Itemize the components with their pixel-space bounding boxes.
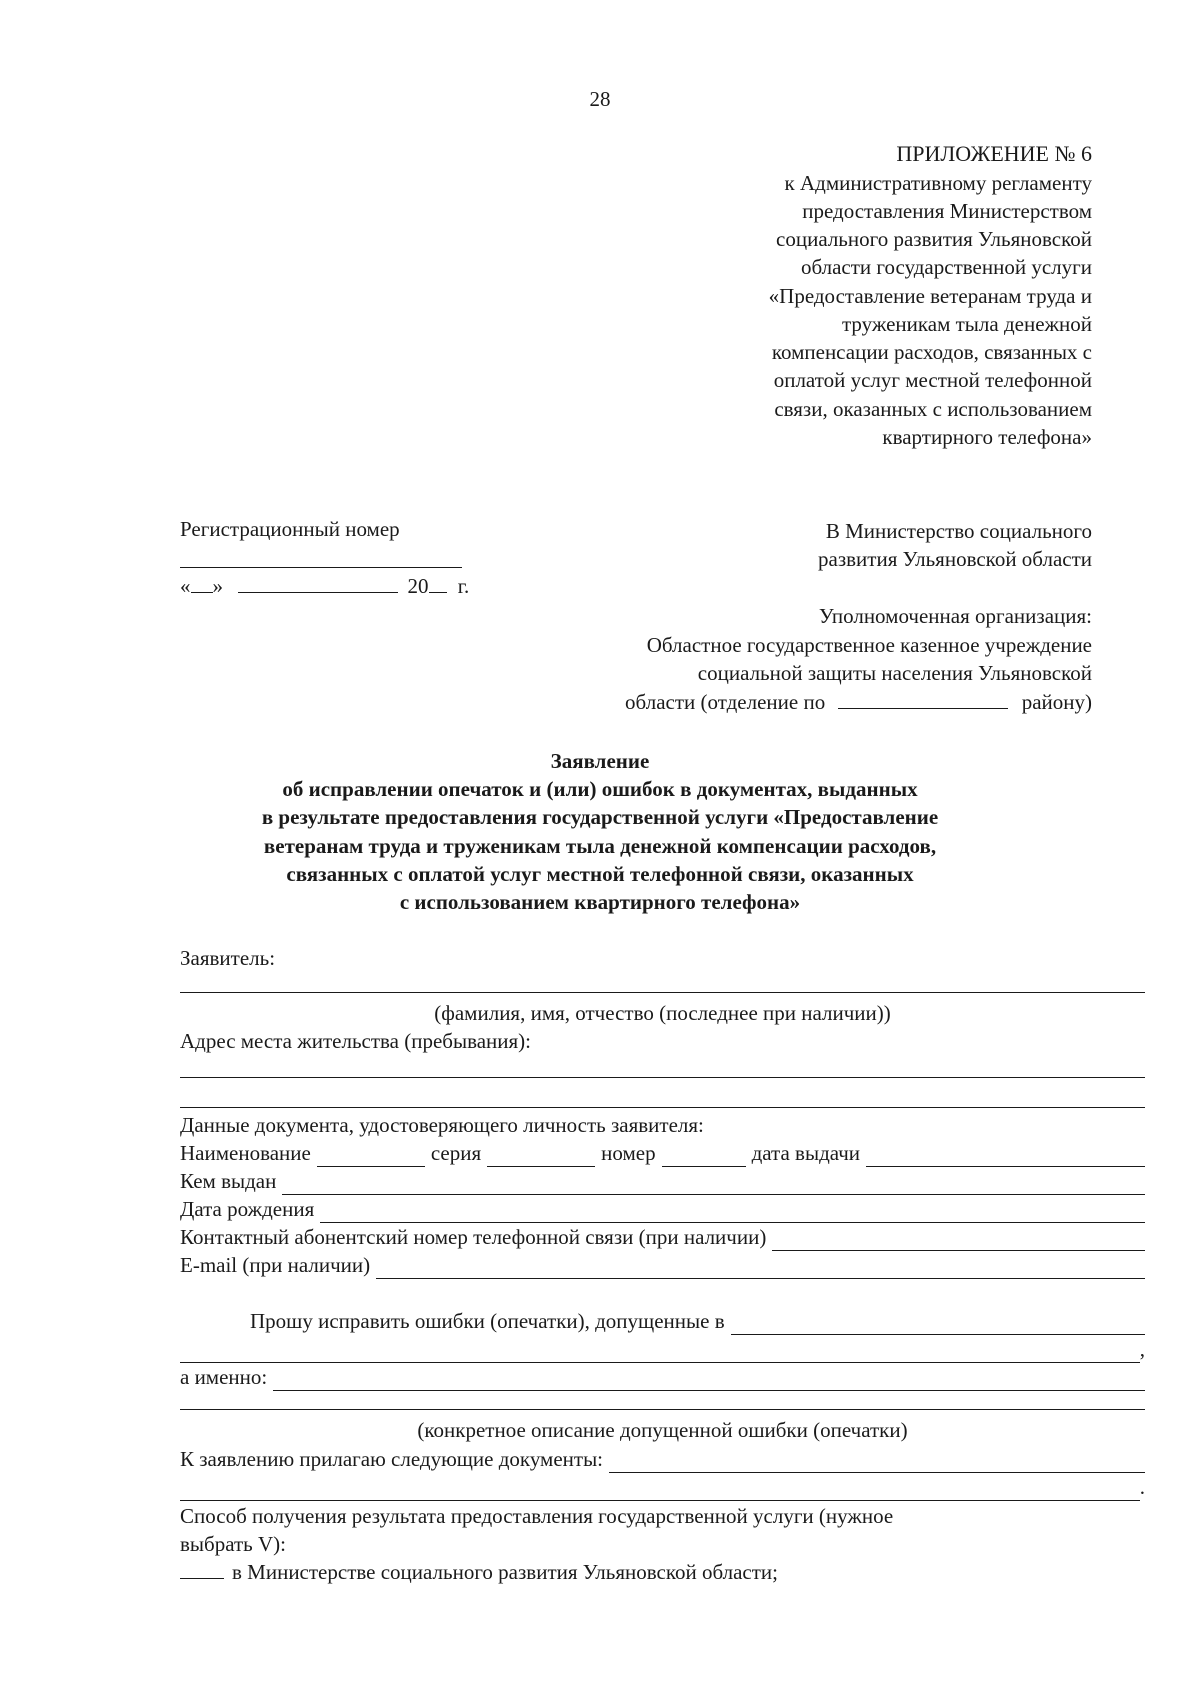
- number-field[interactable]: [662, 1148, 746, 1167]
- phone-field[interactable]: [772, 1230, 1145, 1251]
- phone-row: [180, 1224, 1145, 1251]
- ministry-line: развития Ульяновской области: [818, 547, 1092, 571]
- request-continuation-row: [180, 1336, 1145, 1363]
- error-caption: (конкретное описание допущенной ошибки (опечатки): [417, 1418, 908, 1442]
- series-label: серия: [430, 1141, 482, 1165]
- issued-by-label: Кем выдан: [180, 1169, 277, 1193]
- org-label: Уполномоченная организация:: [818, 604, 1092, 628]
- heading-line: ветеранам труда и труженикам тыла денежной компенсации расходов,: [263, 834, 937, 858]
- page-number: 28: [589, 87, 611, 111]
- fio-caption: (фамилия, имя, отчество (последнее при наличии)): [434, 1001, 891, 1025]
- appendix-line: социального развития Ульяновской: [776, 227, 1092, 251]
- option-ministry-checkbox[interactable]: [180, 1560, 224, 1579]
- email-field[interactable]: [376, 1258, 1145, 1279]
- attachments-field-2[interactable]: [180, 1480, 1140, 1501]
- request-field-2[interactable]: [180, 1342, 1140, 1363]
- namely-field[interactable]: [273, 1370, 1145, 1391]
- heading-line: связанных с оплатой услуг местной телефонной связи, оказанных: [286, 862, 914, 886]
- issued-by-row: [180, 1168, 1145, 1195]
- heading-line: об исправлении опечаток и (или) ошибок в документах, выданных: [282, 777, 918, 801]
- issue-date-field[interactable]: [866, 1146, 1145, 1167]
- request-label: Прошу исправить ошибки (опечатки), допущенные в: [250, 1309, 725, 1333]
- appendix-line: труженикам тыла денежной: [841, 312, 1092, 336]
- request-row: [250, 1308, 1145, 1335]
- applicant-label: Заявитель:: [180, 946, 276, 970]
- ministry-line: В Министерство социального: [825, 519, 1092, 543]
- org-line: Областное государственное казенное учреждение: [646, 633, 1092, 657]
- doc-name-label: Наименование: [180, 1141, 311, 1165]
- org-line-start: области (отделение по: [625, 690, 826, 714]
- date-quote-open: «: [180, 574, 191, 598]
- appendix-line: компенсации расходов, связанных с: [771, 340, 1092, 364]
- phone-label: Контактный абонентский номер телефонной связи (при наличии): [180, 1225, 767, 1249]
- address-field-2[interactable]: [180, 1107, 1145, 1108]
- email-label: E-mail (при наличии): [180, 1253, 371, 1277]
- email-row: [180, 1252, 1145, 1279]
- year-prefix: 20: [407, 574, 429, 598]
- district-field[interactable]: [838, 690, 1008, 709]
- id-doc-row: [180, 1140, 1145, 1167]
- appendix-line: связи, оказанных с использованием: [774, 397, 1092, 421]
- document-title: Заявление: [550, 749, 650, 773]
- attachments-row: [180, 1446, 1145, 1473]
- issued-by-field[interactable]: [282, 1174, 1145, 1195]
- method-line: Способ получения результата предоставления государственной услуги (нужное: [180, 1504, 894, 1528]
- request-field[interactable]: [731, 1314, 1145, 1335]
- error-description-field[interactable]: [180, 1409, 1145, 1410]
- year-field[interactable]: [429, 574, 447, 593]
- date-quote-close: »: [212, 574, 223, 598]
- appendix-line: к Административному регламенту: [784, 171, 1092, 195]
- registration-label: Регистрационный номер: [180, 517, 400, 541]
- year-suffix: г.: [457, 574, 470, 598]
- appendix-line: предоставления Министерством: [802, 199, 1092, 223]
- org-line-end: району): [1021, 690, 1092, 714]
- appendix-line: «Предоставление ветеранам труда и: [768, 284, 1092, 308]
- appendix-title: ПРИЛОЖЕНИЕ № 6: [896, 141, 1092, 166]
- appendix-line: области государственной услуги: [800, 255, 1092, 279]
- namely-row: [180, 1364, 1145, 1391]
- id-doc-label: Данные документа, удостоверяющего личность заявителя:: [180, 1113, 704, 1137]
- birth-date-row: [180, 1196, 1145, 1223]
- attachments-continuation-row: [180, 1474, 1145, 1501]
- org-line-district: [625, 689, 1092, 716]
- doc-name-field[interactable]: [317, 1148, 425, 1167]
- heading-line: с использованием квартирного телефона»: [399, 890, 801, 914]
- period: .: [1139, 1475, 1145, 1499]
- appendix-line: квартирного телефона»: [882, 425, 1092, 449]
- day-field[interactable]: [191, 574, 213, 593]
- option-ministry: [180, 1559, 778, 1586]
- option-ministry-label: в Министерстве социального развития Ульяновской области;: [232, 1560, 778, 1584]
- series-field[interactable]: [487, 1148, 595, 1167]
- appendix-line: оплатой услуг местной телефонной: [773, 368, 1092, 392]
- attachments-label: К заявлению прилагаю следующие документы:: [180, 1447, 604, 1471]
- registration-date: [180, 573, 469, 600]
- number-label: номер: [601, 1141, 656, 1165]
- heading-line: в результате предоставления государственной услуги «Предоставление: [261, 805, 939, 829]
- birth-date-field[interactable]: [320, 1202, 1145, 1223]
- applicant-name-field[interactable]: [180, 992, 1145, 993]
- address-label: Адрес места жительства (пребывания):: [180, 1029, 532, 1053]
- birth-date-label: Дата рождения: [180, 1197, 315, 1221]
- month-field[interactable]: [238, 574, 398, 593]
- attachments-field[interactable]: [609, 1452, 1145, 1473]
- comma: ,: [1139, 1337, 1145, 1361]
- org-line: социальной защиты населения Ульяновской: [697, 661, 1092, 685]
- address-field[interactable]: [180, 1077, 1145, 1078]
- method-line: выбрать V):: [180, 1532, 286, 1556]
- registration-number-field[interactable]: [180, 567, 462, 568]
- namely-label: а именно:: [180, 1365, 268, 1389]
- issue-date-label: дата выдачи: [751, 1141, 861, 1165]
